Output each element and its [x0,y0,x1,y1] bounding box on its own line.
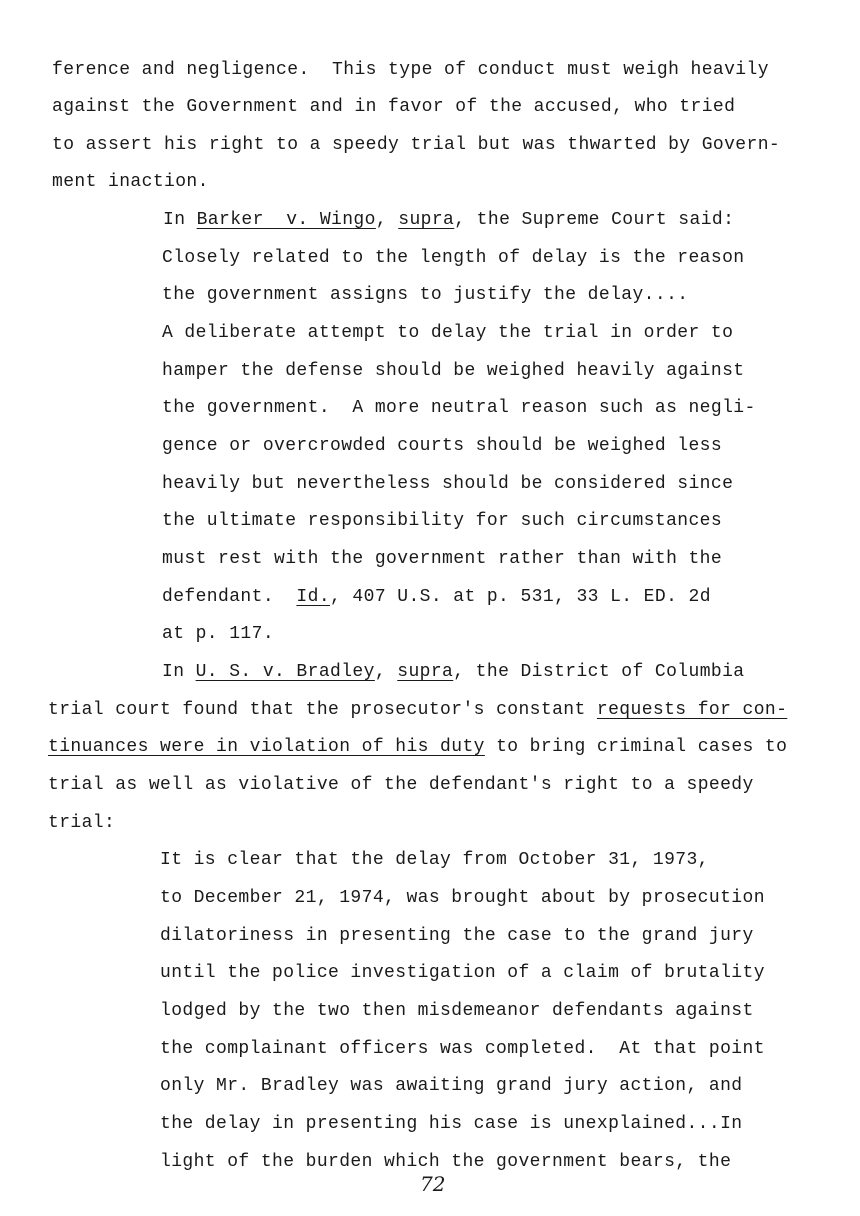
text-line-6 [162,661,745,683]
quote-line-2: the government assigns to justify the delay.... [162,285,689,305]
quote2-line-1: It is clear that the delay from October 31, 1973, [160,850,709,870]
quote2-line-3: dilatoriness in presenting the case to the grand jury [160,926,754,946]
quote2-line-9: light of the burden which the government bears, the [160,1152,732,1172]
case-citation-bradley: U. S. v. Bradley [195,662,375,682]
text-line-3: to assert his right to a speedy trial but was thwarted by Govern- [52,135,781,155]
text-run: , [375,210,399,230]
text-run: defendant. [162,587,297,607]
quote2-line-4: until the police investigation of a claim of brutality [160,963,765,983]
quote-line-3: A deliberate attempt to delay the trial in order to [162,323,734,343]
text-line-7 [48,699,787,721]
text-run: trial court found that the prosecutor's constant [48,700,597,720]
supra-citation: supra [397,662,454,682]
quote2-line-5: lodged by the two then misdemeanor defendants against [160,1001,754,1021]
text-line-4: ment inaction. [52,172,209,192]
text-line-9: trial as well as violative of the defendant's right to a speedy [48,775,754,795]
quote-line-11: at p. 117. [162,624,275,644]
supra-citation: supra [398,210,455,230]
text-line-5 [163,209,734,231]
quote-line-6: gence or overcrowded courts should be weighed less [162,436,723,456]
quote2-line-8: the delay in presenting his case is unexplained...In [160,1114,743,1134]
text-run: , [374,662,398,682]
quote2-line-7: only Mr. Bradley was awaiting grand jury action, and [160,1076,743,1096]
text-run: to bring criminal cases to [484,737,788,757]
text-run: , the Supreme Court said: [454,210,735,230]
quote-line-8: the ultimate responsibility for such circumstances [162,511,723,531]
underlined-phrase: requests for con- [596,700,788,720]
quote-line-1: Closely related to the length of delay is the reason [162,248,745,268]
quote-line-5: the government. A more neutral reason such as negli- [162,398,756,418]
text-line-10: trial: [48,813,116,833]
quote-line-10 [162,586,711,608]
page-number: 72 [420,1172,446,1196]
quote2-line-6: the complainant officers was completed. At that point [160,1039,765,1059]
underlined-phrase: tinuances were in violation of his duty [48,737,485,757]
quote-line-4: hamper the defense should be weighed heavily against [162,361,745,381]
text-run: , 407 U.S. at p. 531, 33 L. ED. 2d [330,587,711,607]
quote-line-7: heavily but nevertheless should be considered since [162,474,734,494]
text-run: , the District of Columbia [453,662,745,682]
text-line-1: ference and negligence. This type of conduct must weigh heavily [52,60,769,80]
text-line-2: against the Government and in favor of the accused, who tried [52,97,736,117]
text-line-8 [48,736,787,758]
text-run: In [163,210,197,230]
id-citation: Id. [296,587,331,607]
case-citation-barker: Barker v. Wingo [196,210,376,230]
text-run: In [162,662,196,682]
quote2-line-2: to December 21, 1974, was brought about by prosecution [160,888,765,908]
quote-line-9: must rest with the government rather than with the [162,549,723,569]
